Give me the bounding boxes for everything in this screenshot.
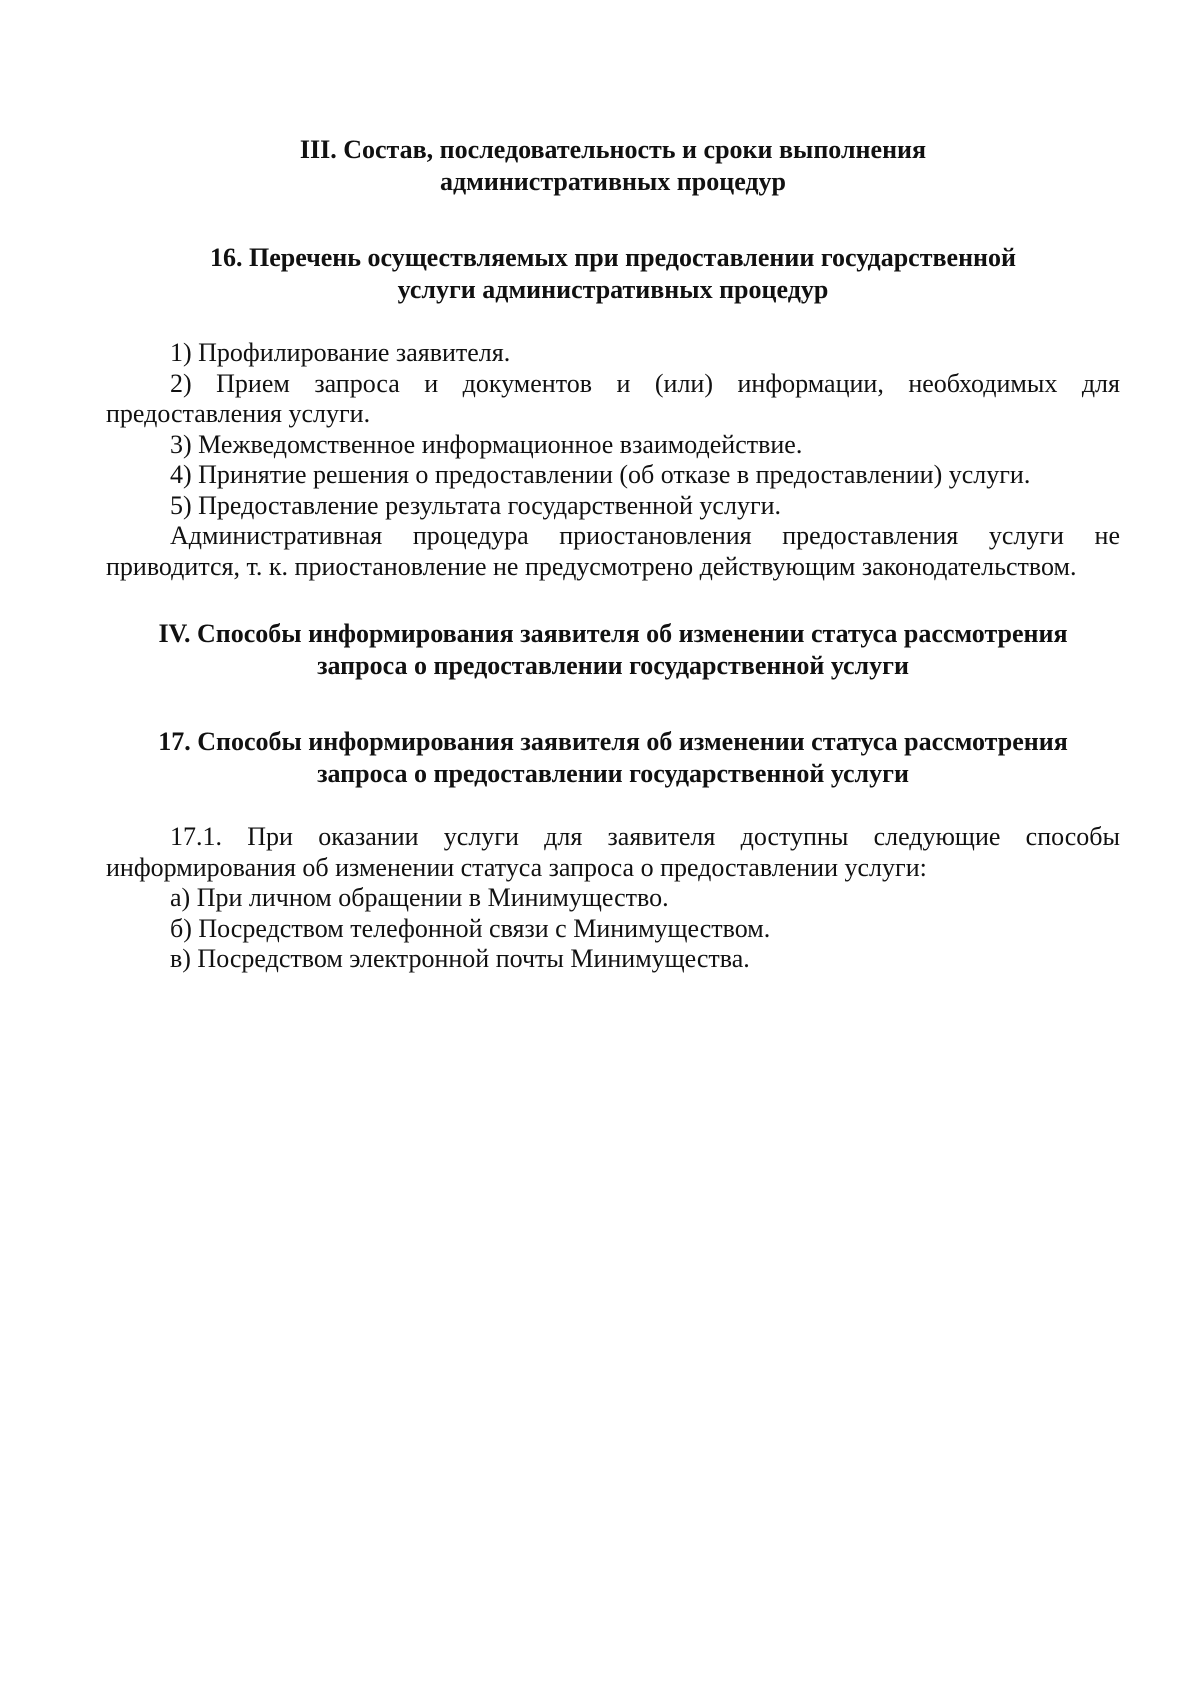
section-17-body xyxy=(106,822,1120,975)
procedure-item-3: 3) Межведомственное информационное взаимодействие. xyxy=(170,429,803,459)
section-17-heading xyxy=(106,726,1120,790)
section-16-body xyxy=(106,338,1120,582)
suspension-note: Административная процедура приостановления предоставления услуги не приводится, т. к. приостановление не предусмотрено действующим законодательством. xyxy=(106,521,1120,581)
section-4-heading-line-1: IV. Способы информирования заявителя об изменении статуса рассмотрения xyxy=(158,619,1068,648)
section-16-heading-line-2: услуги административных процедур xyxy=(397,275,829,304)
section-3-heading-line-1: III. Состав, последовательность и сроки выполнения xyxy=(299,135,927,164)
info-method-item-a: а) При личном обращении в Минимущество. xyxy=(170,883,669,912)
section-17-intro: 17.1. При оказании услуги для заявителя доступны следующие способы информирования об изменении статуса запроса о предоставлении услуги: xyxy=(106,822,1120,882)
section-17-heading-line-1: 17. Способы информирования заявителя об изменении статуса рассмотрения xyxy=(158,727,1068,756)
section-4-heading-line-2: запроса о предоставлении государственной услуги xyxy=(317,651,909,680)
document-content xyxy=(106,128,1120,975)
section-16-heading xyxy=(106,242,1120,306)
procedure-item-4: 4) Принятие решения о предоставлении (об отказе в предоставлении) услуги. xyxy=(170,460,1031,489)
info-method-item-b: б) Посредством телефонной связи с Минимуществом. xyxy=(170,913,771,943)
procedure-item-1: 1) Профилирование заявителя. xyxy=(170,338,511,367)
section-16-heading-line-1: 16. Перечень осуществляемых при предоставлении государственной xyxy=(209,243,1017,272)
section-3-heading xyxy=(106,134,1120,198)
section-17-heading-line-2: запроса о предоставлении государственной услуги xyxy=(317,759,909,788)
section-3-heading-line-2: административных процедур xyxy=(439,167,787,196)
info-method-item-c: в) Посредством электронной почты Минимущества. xyxy=(170,944,750,973)
section-4-heading xyxy=(106,618,1120,682)
procedure-item-5: 5) Предоставление результата государственной услуги. xyxy=(170,490,782,520)
procedure-item-2: 2) Прием запроса и документов и (или) информации, необходимых для предоставления услуги. xyxy=(106,368,1120,428)
